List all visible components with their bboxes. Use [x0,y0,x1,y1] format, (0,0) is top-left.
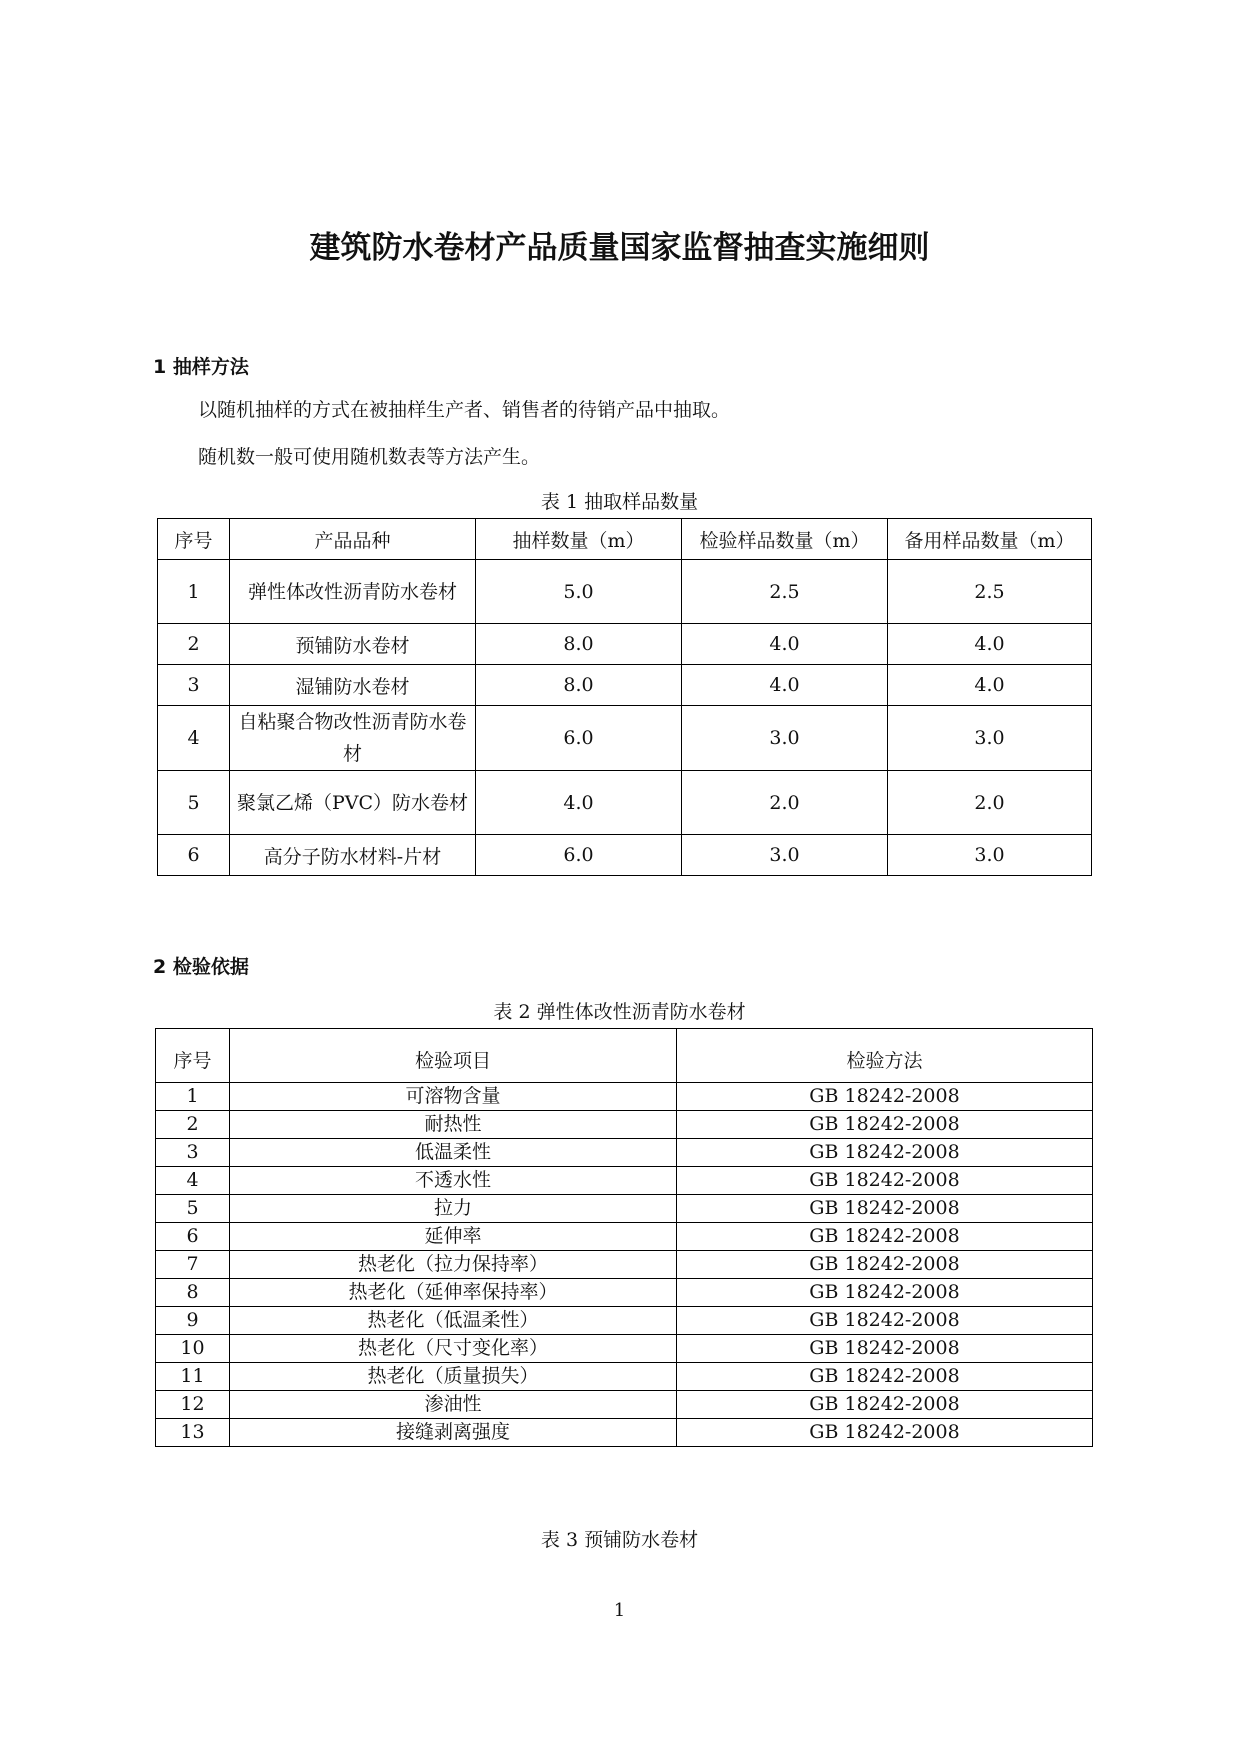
sample-quantity-table [157,518,1092,876]
table-cell: 1 [158,560,230,624]
table-cell: 热老化（低温柔性） [230,1307,677,1335]
table-cell: 热老化（延伸率保持率） [230,1279,677,1307]
table-cell: 2.0 [888,771,1092,835]
table-cell: GB 18242-2008 [677,1307,1093,1335]
table-cell: 拉力 [230,1195,677,1223]
table-cell: 6 [158,835,230,876]
table-cell: 2.0 [682,771,888,835]
table-cell: 热老化（尺寸变化率） [230,1335,677,1363]
table-cell: GB 18242-2008 [677,1111,1093,1139]
table-3-caption: 表 3 预铺防水卷材 [540,1529,699,1551]
header-cell: 检验方法 [677,1029,1093,1083]
table-cell: 8.0 [476,665,682,706]
table-row [158,665,1092,706]
table-row [158,560,1092,624]
table-cell: 自粘聚合物改性沥青防水卷材 [230,706,476,771]
table-cell: 高分子防水材料-片材 [230,835,476,876]
table-cell: GB 18242-2008 [677,1167,1093,1195]
table-cell: GB 18242-2008 [677,1139,1093,1167]
table-row [156,1167,1093,1195]
table-row [156,1279,1093,1307]
table-cell: 5 [156,1195,230,1223]
table-cell: 3.0 [888,706,1092,771]
table-header-row [158,519,1092,560]
table-cell: 5.0 [476,560,682,624]
table-cell: 6 [156,1223,230,1251]
table-header-row [156,1029,1093,1083]
table-row [158,624,1092,665]
table-row [156,1391,1093,1419]
table-cell: GB 18242-2008 [677,1279,1093,1307]
section-1-paragraph-2: 随机数一般可使用随机数表等方法产生。 [198,446,541,468]
table-cell: 2 [158,624,230,665]
table-row [156,1223,1093,1251]
section-1-heading: 1 抽样方法 [153,356,249,378]
table-cell: 低温柔性 [230,1139,677,1167]
table-row [156,1419,1093,1447]
table-cell: 4 [158,706,230,771]
table-cell: 不透水性 [230,1167,677,1195]
table-row [156,1251,1093,1279]
header-cell: 检验样品数量（m） [682,519,888,560]
table-cell: 4.0 [888,665,1092,706]
header-cell: 产品品种 [230,519,476,560]
table-cell: 3 [156,1139,230,1167]
table-cell: 4.0 [476,771,682,835]
table-cell: 4.0 [682,665,888,706]
table-cell: 7 [156,1251,230,1279]
table-cell: 2 [156,1111,230,1139]
header-cell: 抽样数量（m） [476,519,682,560]
table-row [158,706,1092,771]
table-cell: 热老化（拉力保持率） [230,1251,677,1279]
table-cell: 9 [156,1307,230,1335]
table-row [156,1139,1093,1167]
table-row [156,1195,1093,1223]
table-cell: GB 18242-2008 [677,1419,1093,1447]
page-number: 1 [613,1600,626,1621]
section-2-heading: 2 检验依据 [153,956,249,978]
table-cell: 耐热性 [230,1111,677,1139]
table-2-caption: 表 2 弹性体改性沥青防水卷材 [493,1001,746,1023]
table-cell: 8.0 [476,624,682,665]
table-cell: 预铺防水卷材 [230,624,476,665]
table-cell: 可溶物含量 [230,1083,677,1111]
table-row [156,1083,1093,1111]
table-cell: 渗油性 [230,1391,677,1419]
table-cell: 3 [158,665,230,706]
table-cell: 1 [156,1083,230,1111]
table-cell: 12 [156,1391,230,1419]
table-cell: 3.0 [888,835,1092,876]
table-cell: 湿铺防水卷材 [230,665,476,706]
table-cell: 6.0 [476,706,682,771]
table-row [156,1363,1093,1391]
table-row [158,835,1092,876]
table-cell: GB 18242-2008 [677,1223,1093,1251]
table-row [156,1335,1093,1363]
table-cell: 11 [156,1363,230,1391]
table-cell: 3.0 [682,706,888,771]
table-cell: 3.0 [682,835,888,876]
header-cell: 序号 [156,1029,230,1083]
table-row [156,1307,1093,1335]
table-row [158,771,1092,835]
table-cell: 2.5 [888,560,1092,624]
inspection-basis-table [155,1028,1093,1447]
table-cell: 4.0 [888,624,1092,665]
table-cell: GB 18242-2008 [677,1335,1093,1363]
document-title: 建筑防水卷材产品质量国家监督抽查实施细则 [309,230,930,266]
table-cell: 热老化（质量损失） [230,1363,677,1391]
table-row [156,1111,1093,1139]
header-cell: 检验项目 [230,1029,677,1083]
table-cell: 8 [156,1279,230,1307]
table-cell: GB 18242-2008 [677,1195,1093,1223]
table-cell: 10 [156,1335,230,1363]
header-cell: 序号 [158,519,230,560]
table-cell: 接缝剥离强度 [230,1419,677,1447]
section-1-paragraph-1: 以随机抽样的方式在被抽样生产者、销售者的待销产品中抽取。 [198,399,731,421]
table-cell: GB 18242-2008 [677,1363,1093,1391]
table-cell: GB 18242-2008 [677,1083,1093,1111]
table-cell: GB 18242-2008 [677,1251,1093,1279]
table-cell: 延伸率 [230,1223,677,1251]
table-cell: 4 [156,1167,230,1195]
table-cell: 聚氯乙烯（PVC）防水卷材 [230,771,476,835]
table-cell: 6.0 [476,835,682,876]
table-cell: 2.5 [682,560,888,624]
table-cell: GB 18242-2008 [677,1391,1093,1419]
table-cell: 弹性体改性沥青防水卷材 [230,560,476,624]
table-cell: 5 [158,771,230,835]
table-cell: 13 [156,1419,230,1447]
header-cell: 备用样品数量（m） [888,519,1092,560]
table-cell: 4.0 [682,624,888,665]
table-1-caption: 表 1 抽取样品数量 [540,491,699,513]
